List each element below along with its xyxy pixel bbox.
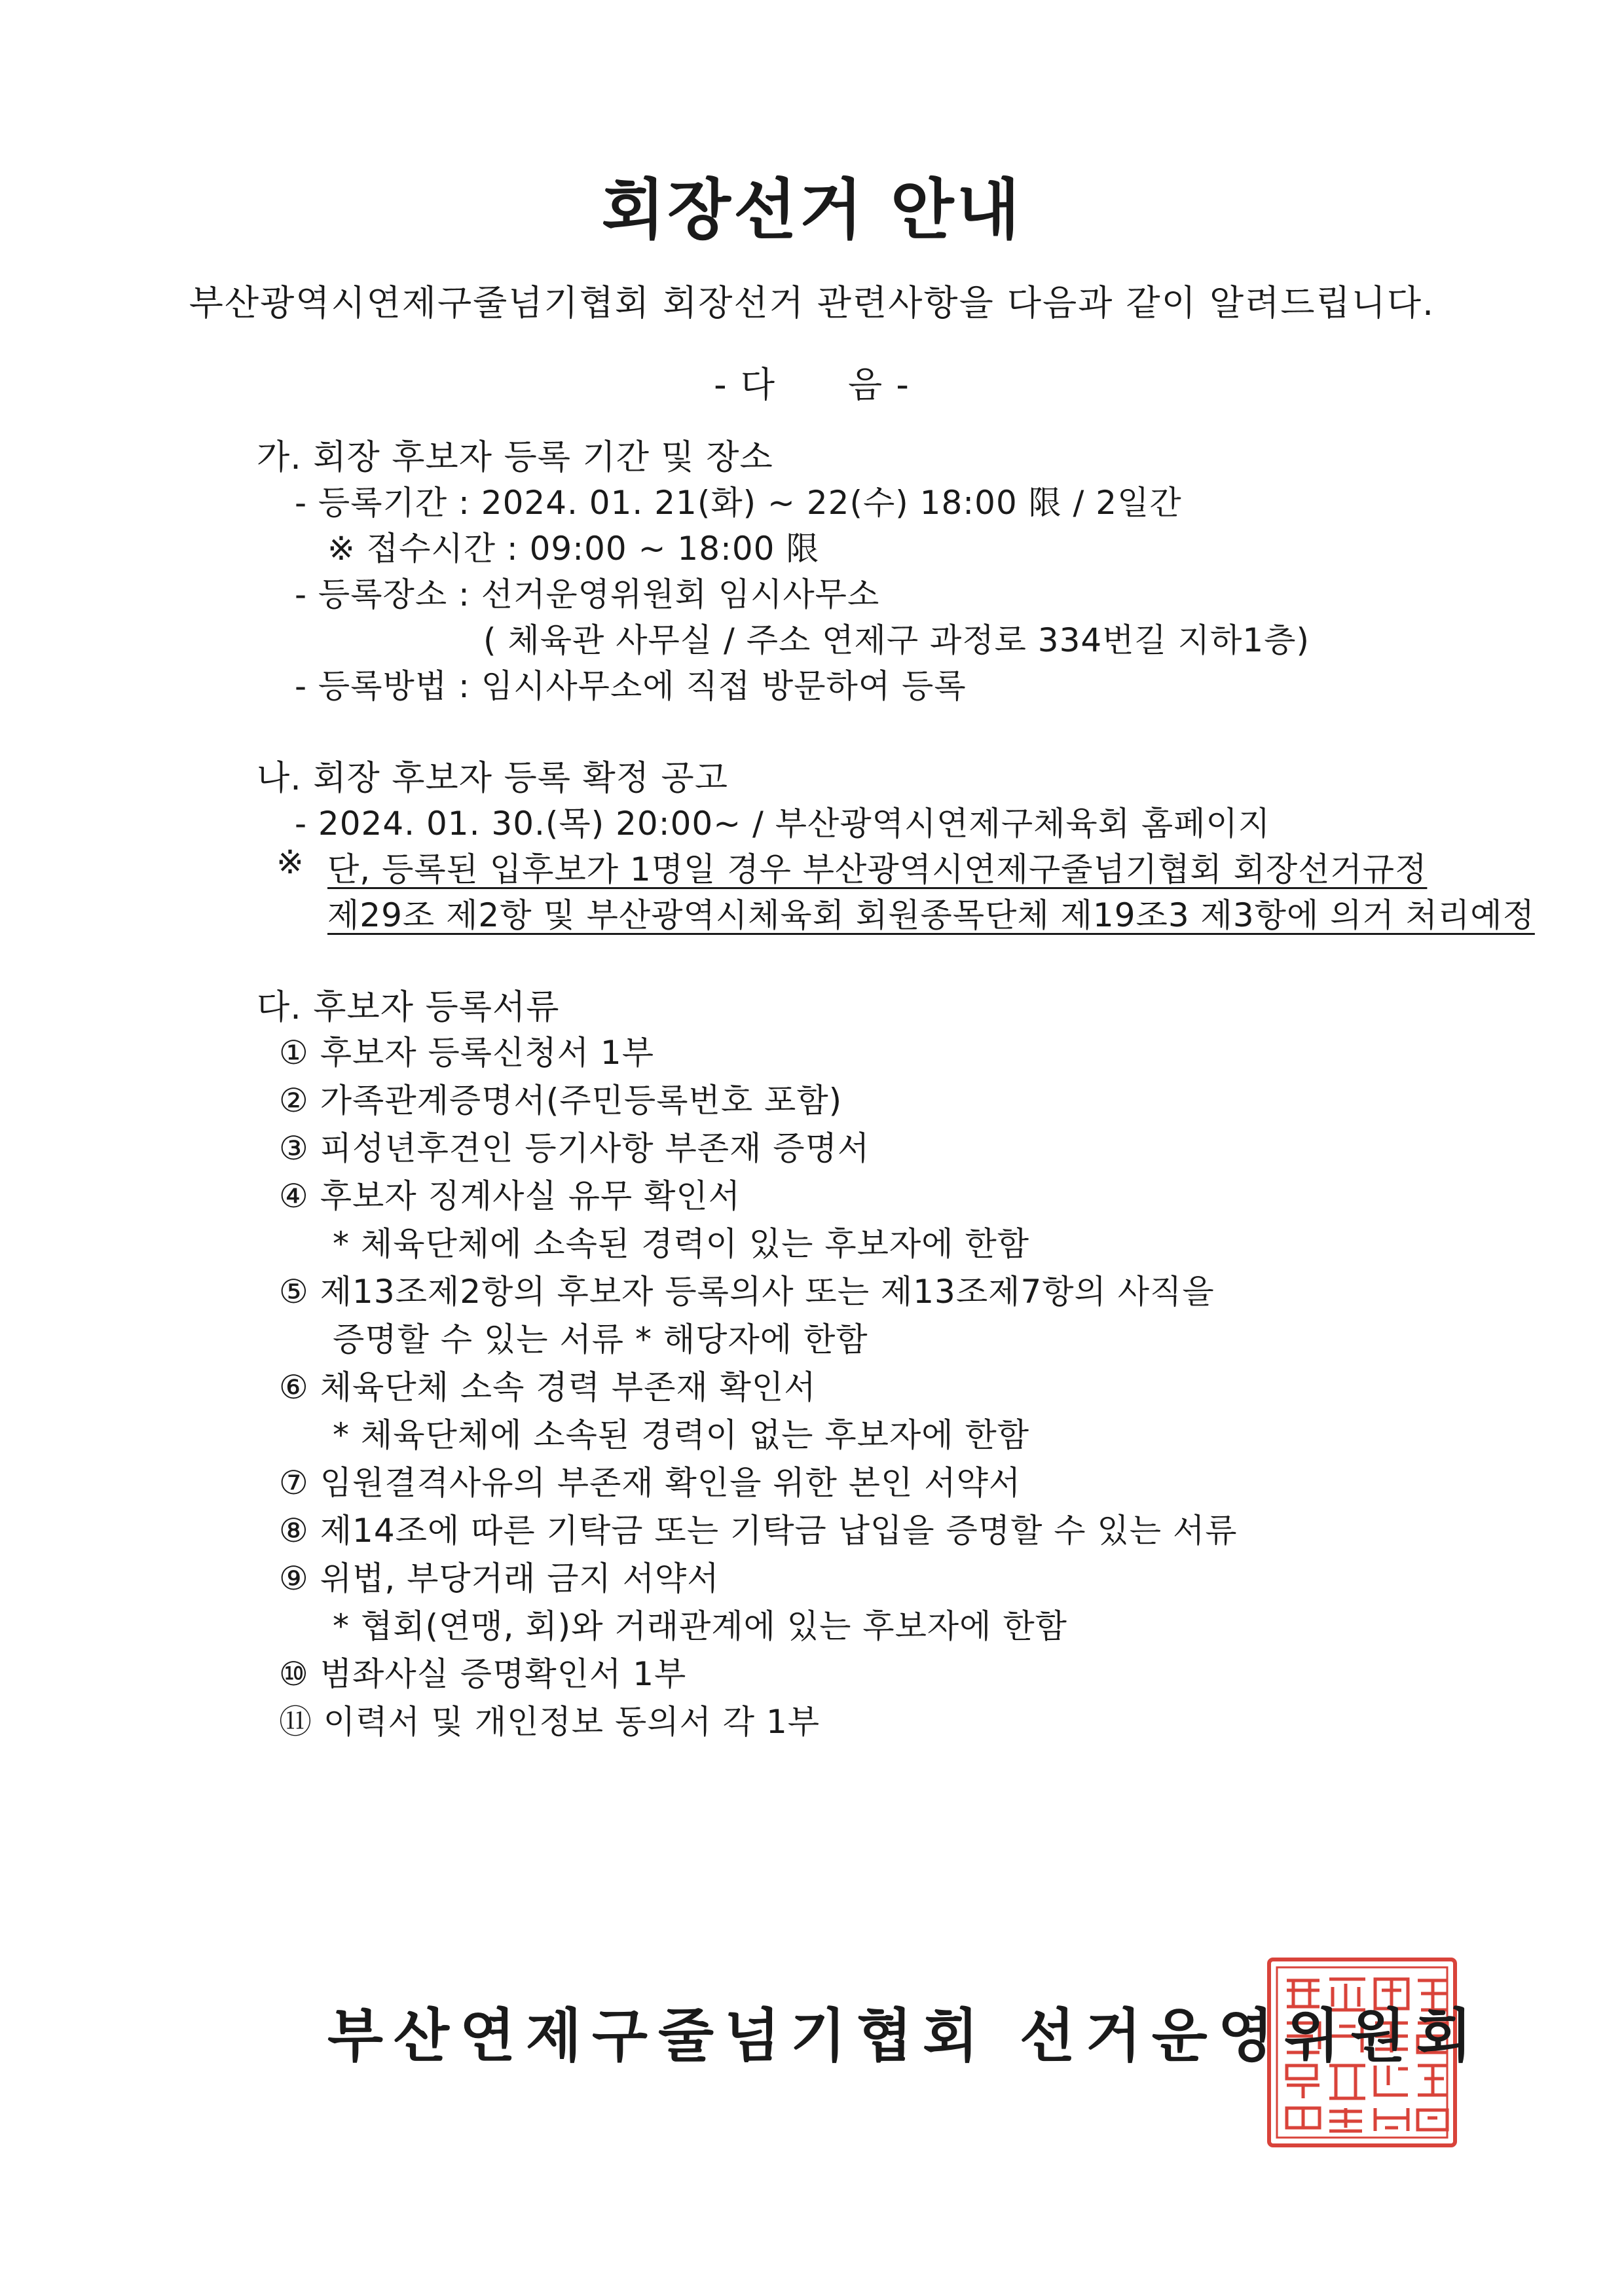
list-item: ⑧ 제14조에 따른 기탁금 또는 기탁금 납입을 증명할 수 있는 서류 xyxy=(279,1512,1238,1550)
list-item: ⑦ 임원결격사유의 부존재 확인을 위한 본인 서약서 xyxy=(279,1464,1022,1502)
page-title: 회장선거 안내 xyxy=(601,172,1023,248)
list-item-cont: 증명할 수 있는 서류 * 해당자에 한함 xyxy=(333,1321,868,1358)
list-item-note: * 체육단체에 소속된 경력이 없는 후보자에 한함 xyxy=(333,1416,1030,1454)
section-a-line: - 등록장소 : 선거운영위원회 임시사무소 xyxy=(295,575,880,613)
list-item: ⑥ 체육단체 소속 경력 부존재 확인서 xyxy=(279,1368,817,1406)
section-a-line: ( 체육관 사무실 / 주소 연제구 과정로 334번길 지하1층) xyxy=(483,621,1310,659)
list-item: ③ 피성년후견인 등기사항 부존재 증명서 xyxy=(279,1129,870,1167)
list-item: ⑤ 제13조제2항의 후보자 등록의사 또는 제13조제7항의 사직을 xyxy=(279,1273,1215,1311)
dam-left: - 다 xyxy=(714,364,776,405)
note-line-1: 단, 등록된 입후보가 1명일 경우 부산광역시연제구줄넘기협회 회장선거규정 xyxy=(327,850,1428,888)
note-mark: ※ xyxy=(276,843,304,881)
section-b-heading: 나. 회장 후보자 등록 확정 공고 xyxy=(257,759,728,798)
footer-signature: 부산연제구줄넘기협회 선거운영위원회 xyxy=(327,2001,1483,2069)
dam-marker xyxy=(0,357,1624,407)
section-a-heading: 가. 회장 후보자 등록 기간 및 장소 xyxy=(257,438,773,477)
section-a-line: ※ 접수시간 : 09:00 ~ 18:00 限 xyxy=(327,530,820,568)
list-item-note: * 체육단체에 소속된 경력이 있는 후보자에 한함 xyxy=(333,1225,1030,1263)
list-item: ① 후보자 등록신청서 1부 xyxy=(279,1034,655,1072)
section-b-line: - 2024. 01. 30.(목) 20:00~ / 부산광역시연제구체육회 홈페이지 xyxy=(295,805,1271,843)
section-a-line: - 등록기간 : 2024. 01. 21(화) ~ 22(수) 18:00 限 / 2일간 xyxy=(295,484,1182,522)
section-a-line: - 등록방법 : 임시사무소에 직접 방문하여 등록 xyxy=(295,667,967,705)
intro-text: 부산광역시연제구줄넘기협회 회장선거 관련사항을 다음과 같이 알려드립니다. xyxy=(189,282,1435,323)
list-item: ② 가족관계증명서(주민등록번호 포함) xyxy=(279,1082,843,1120)
list-item-note: * 협회(연맹, 회)와 거래관계에 있는 후보자에 한함 xyxy=(333,1607,1067,1645)
list-item: ⑪ 이력서 및 개인정보 동의서 각 1부 xyxy=(279,1703,821,1741)
note-line-2: 제29조 제2항 및 부산광역시체육회 회원종목단체 제19조3 제3항에 의거 처리예정 xyxy=(327,896,1535,934)
list-item: ⑩ 범좌사실 증명확인서 1부 xyxy=(279,1655,687,1693)
dam-right: 음 - xyxy=(848,364,910,405)
list-item: ④ 후보자 징계사실 유무 확인서 xyxy=(279,1177,741,1215)
section-c-heading: 다. 후보자 등록서류 xyxy=(257,988,560,1027)
list-item: ⑨ 위법, 부당거래 금지 서약서 xyxy=(279,1559,720,1597)
